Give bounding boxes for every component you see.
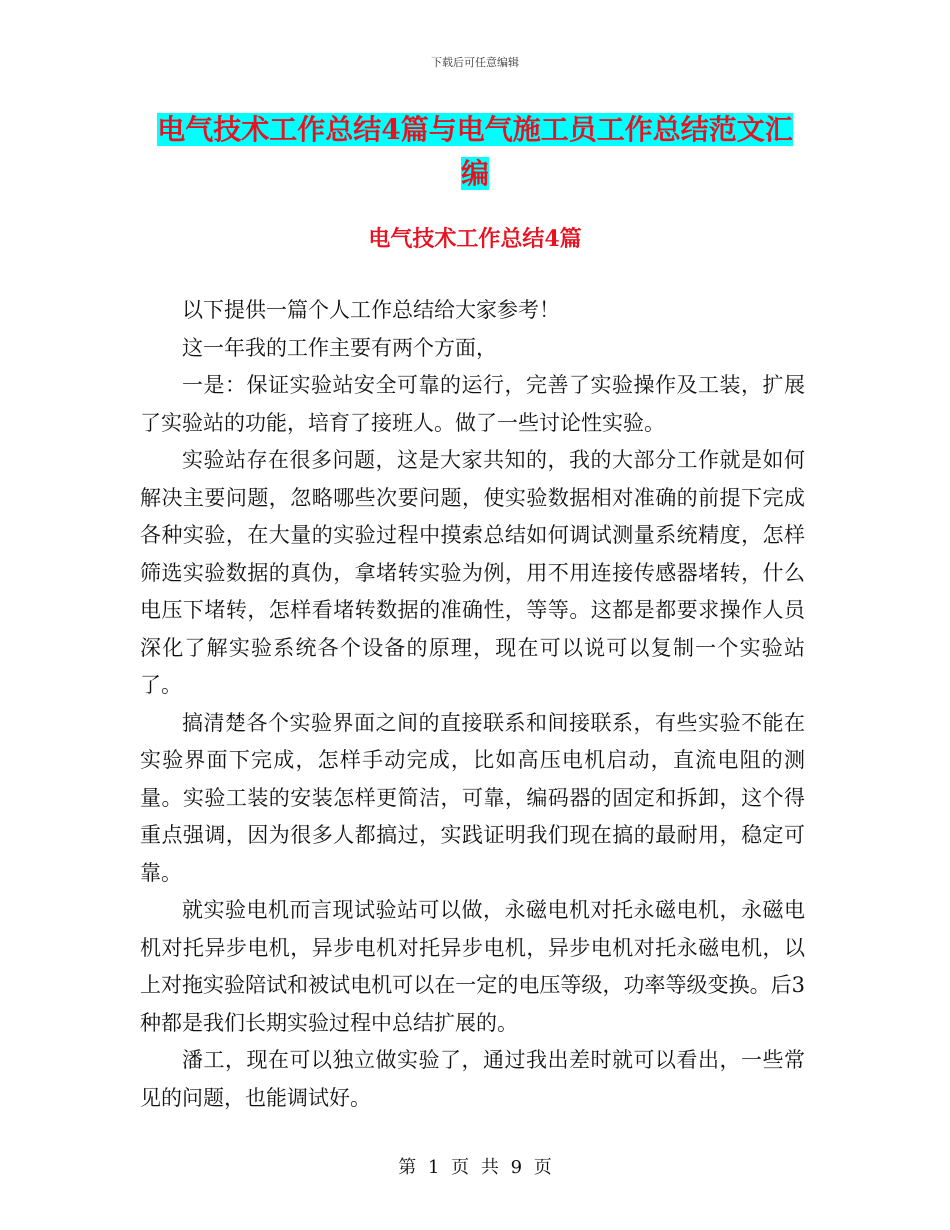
paragraph: 搞清楚各个实验界面之间的直接联系和间接联系，有些实验不能在实验界面下完成，怎样手动完成，比如高压电机启动，直流电阻的测量。实验工装的安装怎样更简洁，可靠，编码器的固定和拆卸，这个得重点强调，因为很多人都搞过，实践证明我们现在搞的最耐用，稳定可靠。 — [140, 710, 805, 885]
body-text — [140, 292, 805, 1117]
section-title: 电气技术工作总结4篇 — [368, 226, 582, 252]
paragraph: 以下提供一篇个人工作总结给大家参考！ — [182, 298, 560, 322]
document-title — [0, 108, 950, 196]
header-note: 下载后可任意编辑 — [431, 56, 519, 69]
page-footer: 第 1 页 共 9 页 — [398, 1157, 552, 1178]
paragraph: 实验站存在很多问题，这是大家共知的，我的大部分工作就是如何解决主要问题，忽略哪些次要问题，使实验数据相对准确的前提下完成各种实验，在大量的实验过程中摸索总结如何调试测量系统精度，怎样筛选实验数据的真伪，拿堵转实验为例，用不用连接传感器堵转，什么电压下堵转，怎样看堵转数据的准确性，等等。这都是都要求操作人员深化了解实验系统各个设备的原理，现在可以说可以复制一个实验站了。 — [140, 448, 805, 697]
paragraph: 就实验电机而言现试验站可以做，永磁电机对托永磁电机，永磁电机对托异步电机，异步电机对托异步电机，异步电机对托永磁电机，以上对拖实验陪试和被试电机可以在一定的电压等级，功率等级变换。后3种都是我们长期实验过程中总结扩展的。 — [140, 898, 805, 1035]
paragraph: 潘工，现在可以独立做实验了，通过我出差时就可以看出，一些常见的问题，也能调试好。 — [140, 1048, 805, 1110]
title-line-2: 编 — [460, 157, 489, 190]
paragraph: 这一年我的工作主要有两个方面， — [182, 335, 497, 360]
title-line-1: 电气技术工作总结4篇与电气施工员工作总结范文汇 — [157, 113, 793, 146]
paragraph: 一是：保证实验站安全可靠的运行，完善了实验操作及工装，扩展了实验站的功能，培育了接班人。做了一些讨论性实验。 — [140, 373, 805, 435]
